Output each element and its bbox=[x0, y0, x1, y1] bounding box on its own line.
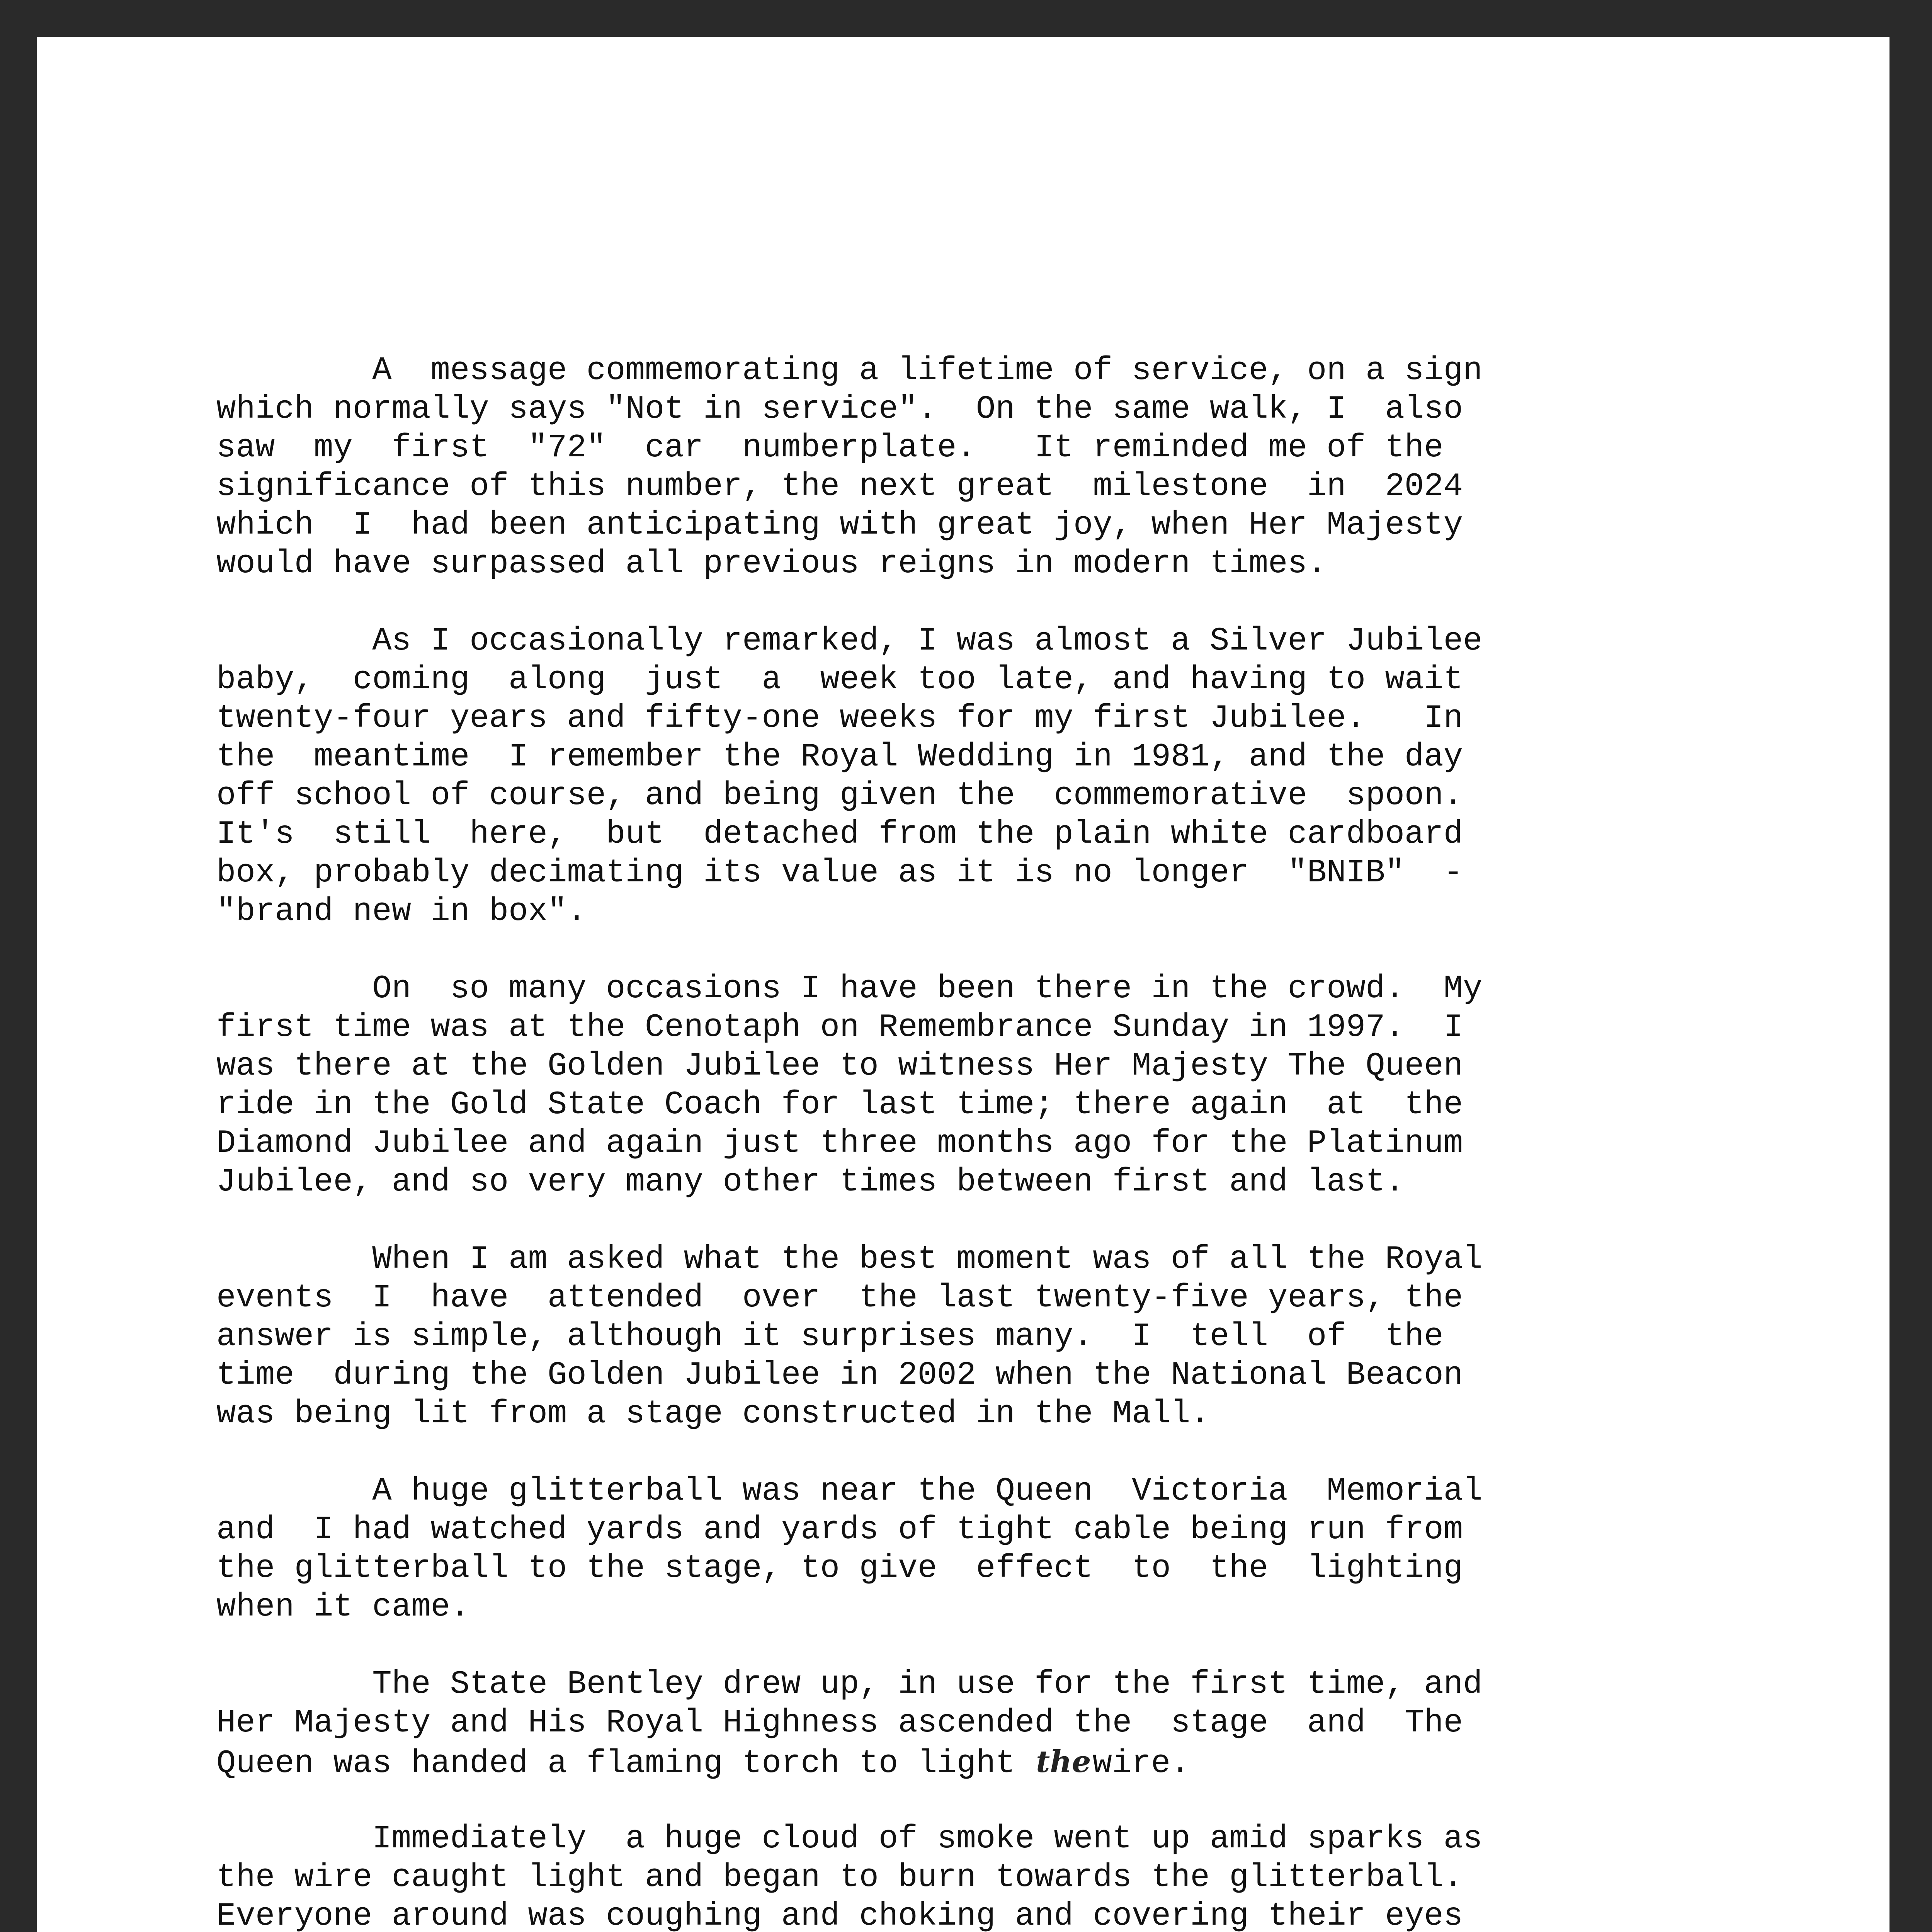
paragraph-3 bbox=[216, 970, 1739, 1202]
text-line: significance of this number, the next great milestone in 2024 bbox=[216, 468, 1463, 505]
text-line: On so many occasions I have been there in the crowd. My bbox=[216, 971, 1483, 1007]
text-line-with-correction bbox=[216, 1743, 1739, 1781]
paragraph-6 bbox=[216, 1665, 1739, 1781]
text-line: twenty-four years and fifty-one weeks for my first Jubilee. In bbox=[216, 700, 1463, 737]
text-line: The State Bentley drew up, in use for the first time, and bbox=[216, 1666, 1483, 1703]
text-line: events I have attended over the last twenty-five years, the bbox=[216, 1280, 1463, 1316]
text-line: answer is simple, although it surprises many. I tell of the bbox=[216, 1318, 1444, 1355]
text-line: the wire caught light and began to burn towards the glitterball. bbox=[216, 1859, 1463, 1896]
text-line: A huge glitterball was near the Queen Victoria Memorial bbox=[216, 1473, 1483, 1510]
text-line: A message commemorating a lifetime of service, on a sign bbox=[216, 352, 1483, 389]
paragraph-4 bbox=[216, 1240, 1739, 1434]
text-line: box, probably decimating its value as it is no longer "BNIB" - bbox=[216, 855, 1463, 891]
text-line: When I am asked what the best moment was of all the Royal bbox=[216, 1241, 1483, 1278]
text-line: As I occasionally remarked, I was almost a Silver Jubilee bbox=[216, 623, 1483, 660]
text-line: would have surpassed all previous reigns in modern times. bbox=[216, 546, 1327, 582]
paragraph-1 bbox=[216, 352, 1739, 583]
text-line: when it came. bbox=[216, 1589, 470, 1626]
text-line: which normally says "Not in service". On the same walk, I also bbox=[216, 391, 1463, 428]
text-fragment: Queen was handed a flaming torch to light bbox=[216, 1745, 1035, 1782]
text-line: the meantime I remember the Royal Wedding in 1981, and the day bbox=[216, 739, 1463, 776]
text-fragment: wire. bbox=[1092, 1745, 1190, 1782]
text-line: Everyone around was coughing and choking and covering their eyes bbox=[216, 1898, 1463, 1932]
text-line: "brand new in box". bbox=[216, 893, 587, 930]
text-line: It's still here, but detached from the plain white cardboard bbox=[216, 816, 1463, 853]
paragraph-2 bbox=[216, 622, 1739, 931]
paragraph-7 bbox=[216, 1820, 1739, 1932]
text-line: Immediately a huge cloud of smoke went up amid sparks as bbox=[216, 1821, 1483, 1857]
handwritten-correction: the bbox=[1036, 1744, 1091, 1779]
text-line: and I had watched yards and yards of tight cable being run from bbox=[216, 1512, 1463, 1548]
text-line: the glitterball to the stage, to give effect to the lighting bbox=[216, 1550, 1463, 1587]
text-line: was being lit from a stage constructed in the Mall. bbox=[216, 1396, 1210, 1432]
text-line: Her Majesty and His Royal Highness ascended the stage and The bbox=[216, 1705, 1463, 1742]
text-line: Jubilee, and so very many other times between first and last. bbox=[216, 1164, 1405, 1201]
text-line: Diamond Jubilee and again just three months ago for the Platinum bbox=[216, 1125, 1463, 1162]
text-line: which I had been anticipating with great joy, when Her Majesty bbox=[216, 507, 1463, 544]
text-line: time during the Golden Jubilee in 2002 when the National Beacon bbox=[216, 1357, 1463, 1394]
text-line: baby, coming along just a week too late, and having to wait bbox=[216, 662, 1463, 698]
text-line: first time was at the Cenotaph on Remembrance Sunday in 1997. I bbox=[216, 1009, 1463, 1046]
text-line: saw my first "72" car numberplate. It reminded me of the bbox=[216, 430, 1444, 466]
document-body bbox=[216, 352, 1739, 1932]
document-page bbox=[37, 37, 1889, 1932]
text-line: off school of course, and being given the commemorative spoon. bbox=[216, 777, 1463, 814]
paragraph-5 bbox=[216, 1472, 1739, 1627]
text-line: ride in the Gold State Coach for last time; there again at the bbox=[216, 1087, 1463, 1123]
text-line: was there at the Golden Jubilee to witness Her Majesty The Queen bbox=[216, 1048, 1463, 1085]
